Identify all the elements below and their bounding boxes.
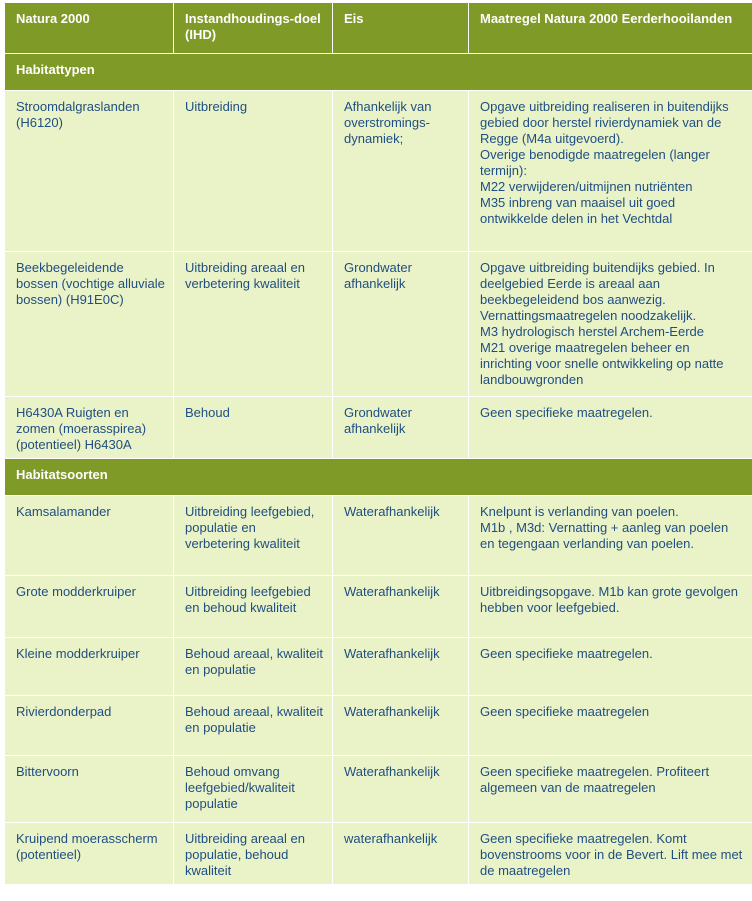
maatregel-line: Geen specifieke maatregelen. (480, 646, 744, 662)
cell-ihd: Uitbreiding areaal en verbetering kwaliteit (174, 252, 333, 397)
maatregel-line: Geen specifieke maatregelen. Komt bovenstrooms voor in de Bevert. Lift mee met de maatregelen (480, 831, 744, 879)
cell-maatregel (469, 638, 752, 696)
cell-eis: waterafhankelijk (333, 823, 469, 885)
cell-eis: Waterafhankelijk (333, 696, 469, 756)
maatregel-line: Overige benodigde maatregelen (langer termijn): (480, 147, 744, 179)
cell-ihd: Uitbreiding leefgebied, populatie en verbetering kwaliteit (174, 496, 333, 576)
cell-ihd: Uitbreiding leefgebied en behoud kwaliteit (174, 576, 333, 638)
cell-maatregel (469, 696, 752, 756)
table-row (5, 756, 752, 823)
maatregel-line: Opgave uitbreiding buitendijks gebied. In deelgebied Eerde is areaal aan beekbegeleidend bos aanwezig. (480, 260, 744, 308)
cell-ihd: Behoud omvang leefgebied/kwaliteit populatie (174, 756, 333, 823)
header-ihd: Instandhoudings-doel (IHD) (174, 3, 333, 54)
cell-eis: Grondwater afhankelijk (333, 397, 469, 459)
header-row (5, 3, 752, 54)
header-natura: Natura 2000 (5, 3, 174, 54)
cell-eis: Grondwater afhankelijk (333, 252, 469, 397)
maatregel-line: Geen specifieke maatregelen. (480, 405, 744, 421)
cell-name: Rivierdonderpad (5, 696, 174, 756)
table-row (5, 638, 752, 696)
cell-name: Bittervoorn (5, 756, 174, 823)
cell-maatregel (469, 397, 752, 459)
section-title: Habitattypen (5, 54, 752, 91)
maatregel-line: Geen specifieke maatregelen. Profiteert algemeen van de maatregelen (480, 764, 744, 796)
cell-maatregel (469, 496, 752, 576)
table-row (5, 397, 752, 459)
maatregel-line: Uitbreidingsopgave. M1b kan grote gevolgen hebben voor leefgebied. (480, 584, 744, 616)
cell-name: Beekbegeleidende bossen (vochtige alluviale bossen) (H91E0C) (5, 252, 174, 397)
maatregel-line: M1b , M3d: Vernatting + aanleg van poelen en tegengaan verlanding van poelen. (480, 520, 744, 552)
cell-maatregel (469, 91, 752, 252)
section-row-habitatsoorten (5, 459, 752, 496)
cell-eis: Waterafhankelijk (333, 496, 469, 576)
cell-ihd: Behoud areaal, kwaliteit en populatie (174, 638, 333, 696)
cell-name: Kleine modderkruiper (5, 638, 174, 696)
table-row (5, 823, 752, 885)
maatregel-line: Geen specifieke maatregelen (480, 704, 744, 720)
cell-maatregel (469, 756, 752, 823)
section-row-habitattypen (5, 54, 752, 91)
cell-eis: Waterafhankelijk (333, 756, 469, 823)
table-row (5, 91, 752, 252)
section-title: Habitatsoorten (5, 459, 752, 496)
cell-ihd: Uitbreiding areaal en populatie, behoud kwaliteit (174, 823, 333, 885)
header-eis: Eis (333, 3, 469, 54)
cell-maatregel (469, 823, 752, 885)
cell-ihd: Uitbreiding (174, 91, 333, 252)
maatregel-line: M21 overige maatregelen beheer en inrichting voor snelle ontwikkeling op natte landbouwgronden (480, 340, 744, 388)
cell-eis: Waterafhankelijk (333, 576, 469, 638)
maatregel-line: Vernattingsmaatregelen noodzakelijk. (480, 308, 744, 324)
cell-maatregel (469, 576, 752, 638)
cell-name: Grote modderkruiper (5, 576, 174, 638)
cell-name: Kamsalamander (5, 496, 174, 576)
cell-ihd: Behoud (174, 397, 333, 459)
natura-table (4, 2, 752, 885)
table-row (5, 696, 752, 756)
maatregel-line: M35 inbreng van maaisel uit goed ontwikkelde delen in het Vechtdal (480, 195, 744, 227)
maatregel-line: M22 verwijderen/uitmijnen nutriënten (480, 179, 744, 195)
table-row (5, 576, 752, 638)
cell-eis: Afhankelijk van overstromings-dynamiek; (333, 91, 469, 252)
cell-eis: Waterafhankelijk (333, 638, 469, 696)
maatregel-line: Opgave uitbreiding realiseren in buitendijks gebied door herstel rivierdynamiek van de Regge (M4a uitgevoerd). (480, 99, 744, 147)
cell-name: Kruipend moerasscherm (potentieel) (5, 823, 174, 885)
cell-ihd: Behoud areaal, kwaliteit en populatie (174, 696, 333, 756)
table-row (5, 496, 752, 576)
maatregel-line: Knelpunt is verlanding van poelen. (480, 504, 744, 520)
cell-name: Stroomdalgraslanden (H6120) (5, 91, 174, 252)
cell-name: H6430A Ruigten en zomen (moerasspirea) (potentieel) H6430A (5, 397, 174, 459)
cell-maatregel (469, 252, 752, 397)
maatregel-line: M3 hydrologisch herstel Archem-Eerde (480, 324, 744, 340)
header-maatregel: Maatregel Natura 2000 Eerderhooilanden (469, 3, 752, 54)
table-row (5, 252, 752, 397)
